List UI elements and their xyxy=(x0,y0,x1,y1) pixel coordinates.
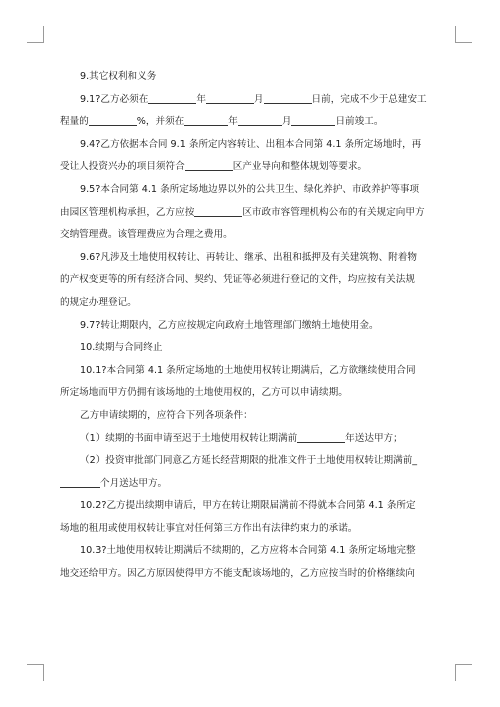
paragraph-line: 10.3?土地使用权转让期满后不续期的，乙方应将本合同第 4.1 条所定场地完整 xyxy=(80,545,416,557)
fill-in-blank[interactable] xyxy=(291,114,335,126)
fill-in-blank[interactable] xyxy=(297,431,345,443)
crop-mark-top-left xyxy=(43,26,44,43)
fill-in-blank[interactable] xyxy=(264,92,312,104)
crop-mark-bottom-left xyxy=(43,664,44,681)
section-heading: 9.其它权利和义务 xyxy=(80,71,157,82)
document-body xyxy=(60,66,440,586)
paragraph-line: 的产权变更等的所有经济合同、契约、凭证等必须进行登记的文件，均应按有关法规 xyxy=(60,274,415,286)
crop-mark-bottom-right xyxy=(455,664,456,681)
fill-in-blank[interactable] xyxy=(185,159,233,171)
crop-mark-bottom-right xyxy=(455,664,472,665)
paragraph-line: 9.6?凡涉及土地使用权转让、再转让、继承、出租和抵押及有关建筑物、附着物 xyxy=(80,251,417,263)
crop-mark-top-left xyxy=(27,42,44,43)
paragraph-line: 9.5?本合同第 4.1 条所定场地边界以外的公共卫生、绿化养护、市政养护等事项 xyxy=(80,183,420,195)
paragraph-line: 9.1?乙方必须在 年 月 日前，完成不少于总建安工 xyxy=(80,93,427,105)
paragraph-line: 10.1?本合同第 4.1 条所定场地的土地使用权转让期满后，乙方欲继续使用合同 xyxy=(80,364,416,376)
paragraph-line: 地交还给甲方。因乙方原因使得甲方不能支配该场地的，乙方应按当时的价格继续向 xyxy=(60,568,415,580)
paragraph-line: 由园区管理机构承担，乙方应按 区市政市容管理机构公布的有关规定向甲方 xyxy=(60,206,425,218)
paragraph-line: 所定场地而甲方仍拥有该场地的土地使用权的，乙方可以申请续期。 xyxy=(60,387,348,399)
paragraph-line: 个月送达甲方。 xyxy=(60,473,440,496)
fill-in-blank[interactable] xyxy=(184,114,228,126)
fill-in-blank[interactable] xyxy=(148,92,196,104)
crop-mark-top-right xyxy=(455,26,456,43)
fill-in-blank[interactable] xyxy=(238,114,282,126)
paragraph-line: （2）投资审批部门同意乙方延长经营期限的批准文件于土地使用权转让期满前_ xyxy=(80,455,418,467)
paragraph-line: 10.2?乙方提出续期申请后，甲方在转让期限届满前不得就本合同第 4.1 条所定 xyxy=(80,500,416,512)
paragraph-line: （1）续期的书面申请至迟于土地使用权转让期满前 年送达甲方； xyxy=(80,432,403,444)
paragraph-line: 9.7?转让期限内，乙方应按规定向政府土地管理部门缴纳土地使用金。 xyxy=(80,319,379,331)
fill-in-blank[interactable] xyxy=(194,205,242,217)
paragraph-line: 程量的 %，并须在 年 月 日前竣工。 xyxy=(60,116,384,128)
paragraph-line: 9.4?乙方依据本合同 9.1 条所定内容转让、出租本合同第 4.1 条所定场地时，再 xyxy=(80,138,422,150)
paragraph-line: 的规定办理登记。 xyxy=(60,296,137,308)
crop-mark-bottom-left xyxy=(27,664,44,665)
paragraph-line: 交纳管理费。该管理费应为合理之费用。 xyxy=(60,229,233,241)
section-heading: 10.续期与合同终止 xyxy=(80,342,163,354)
fill-in-blank[interactable] xyxy=(206,92,254,104)
paragraph-line: 受让人投资兴办的项目须符合 区产业导向和整体规划等要求。 xyxy=(60,161,368,173)
paragraph-line: 场地的租用或使用权转让事宜对任何第三方作出有法律约束力的承诺。 xyxy=(60,522,358,534)
fill-in-blank[interactable] xyxy=(89,114,137,126)
crop-mark-top-right xyxy=(455,42,472,43)
paragraph-line: 乙方申请续期的，应符合下列各项条件： xyxy=(80,409,253,421)
fill-in-blank[interactable] xyxy=(60,476,100,488)
